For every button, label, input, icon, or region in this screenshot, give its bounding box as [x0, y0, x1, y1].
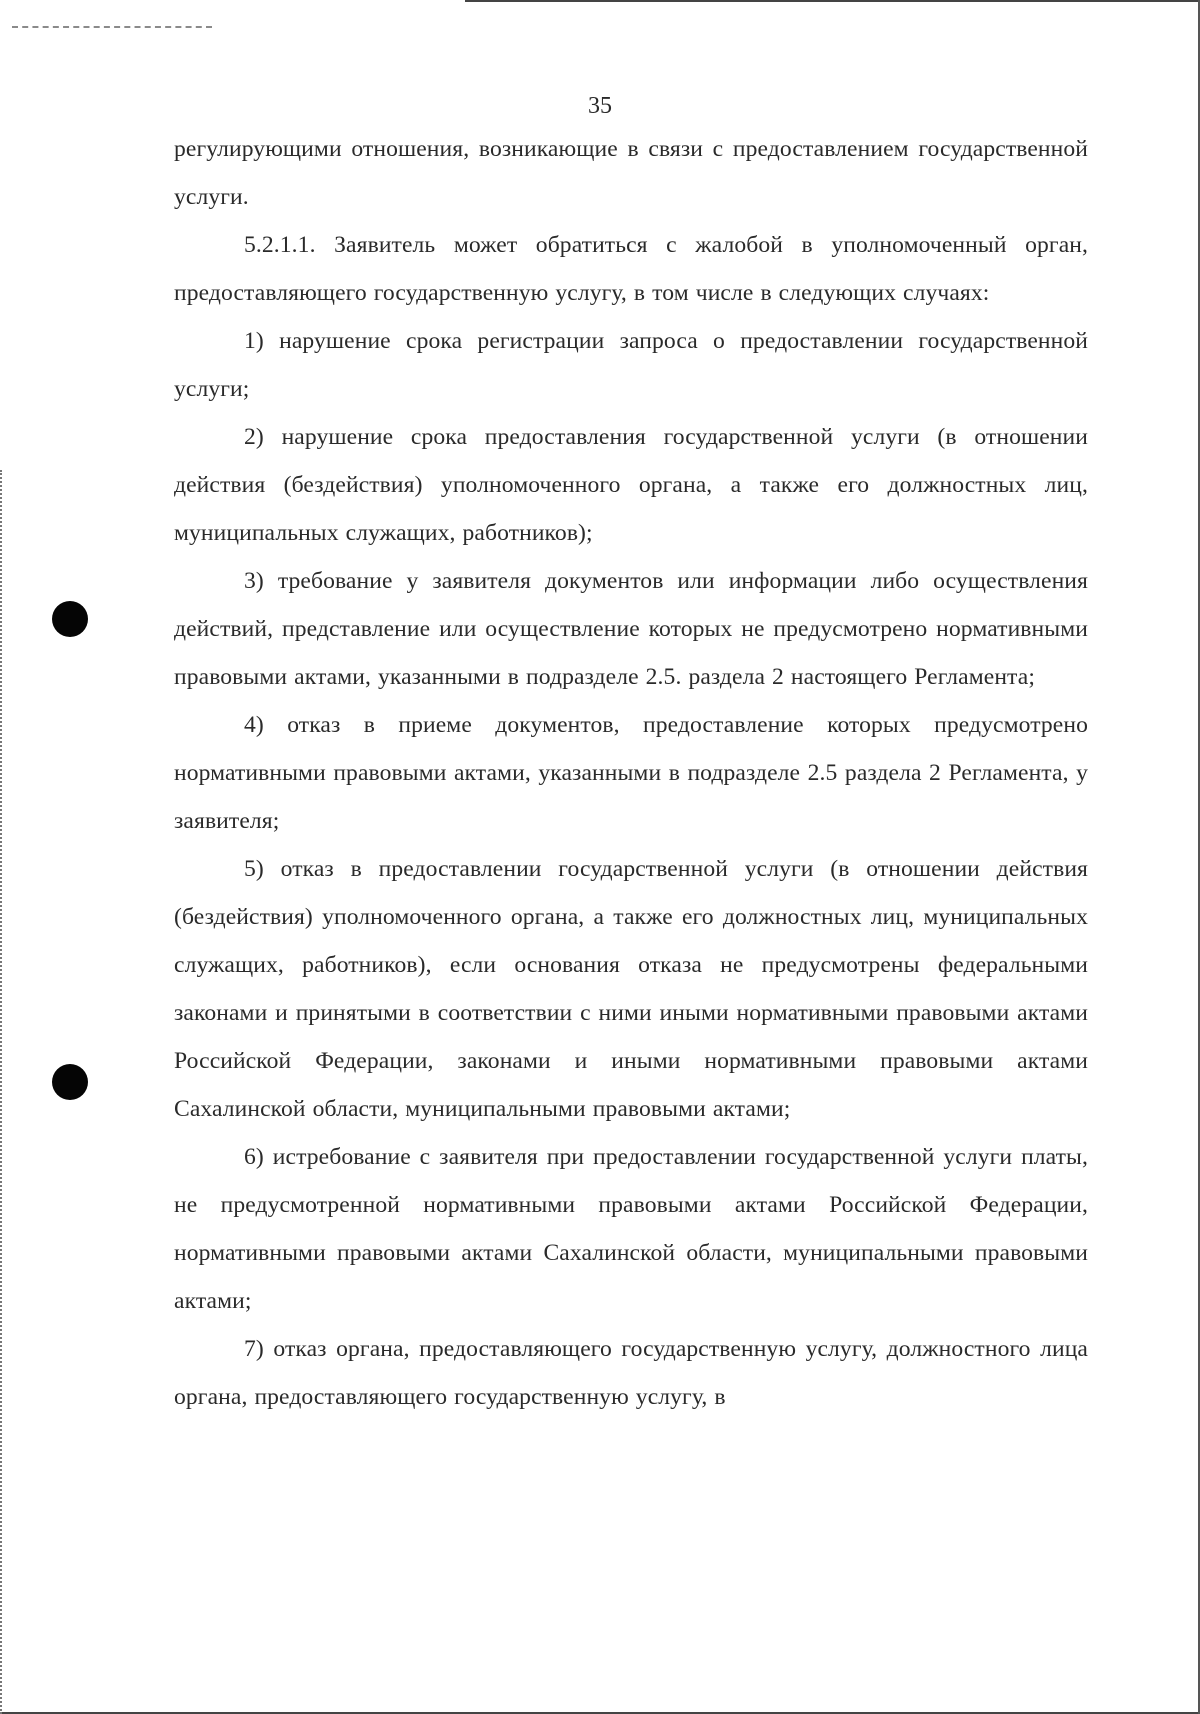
- list-item-5: 5) отказ в предоставлении государственной услуги (в отношении действия (бездействия) уполномоченного органа, а также его должностных лиц, муниципальных служащих, работников), если основания отказа не предусмотрены федеральными законами и принятыми в соответствии с ними иными нормативными правовыми актами Российской Федерации, законами и иными нормативными правовыми актами Сахалинской области, муниципальными правовыми актами;: [174, 856, 1088, 1122]
- list-item-1: 1) нарушение срока регистрации запроса о предоставлении государственной услуги;: [174, 328, 1088, 402]
- list-item-3: 3) требование у заявителя документов или информации либо осуществления действий, представление или осуществление которых не предусмотрено нормативными правовыми актами, указанными в подразделе 2.5. раздела 2 настоящего Регламента;: [174, 568, 1088, 690]
- document-body: [174, 125, 1088, 1421]
- list-item-6: 6) истребование с заявителя при предоставлении государственной услуги платы, не предусмотренной нормативными правовыми актами Российской Федерации, нормативными правовыми актами Сахалинской области, муниципальными правовыми актами;: [174, 1144, 1088, 1314]
- punch-hole: [52, 1064, 88, 1100]
- list-item-4: 4) отказ в приеме документов, предоставление которых предусмотрено нормативными правовыми актами, указанными в подразделе 2.5 раздела 2 Регламента, у заявителя;: [174, 712, 1088, 834]
- scan-edge-top-left: [12, 26, 212, 28]
- paragraph-continuation: регулирующими отношения, возникающие в связи с предоставлением государственной услуги.: [174, 136, 1088, 210]
- list-item-2: 2) нарушение срока предоставления государственной услуги (в отношении действия (бездействия) уполномоченного органа, а также его должностных лиц, муниципальных служащих, работников);: [174, 424, 1088, 546]
- page-number: 35: [588, 93, 612, 119]
- scan-edge-top: [465, 0, 1200, 2]
- punch-hole: [52, 601, 88, 637]
- scan-edge-left: [0, 470, 2, 1714]
- paragraph-5-2-1-1: 5.2.1.1. Заявитель может обратиться с жалобой в уполномоченный орган, предоставляющего государственную услугу, в том числе в следующих случаях:: [174, 232, 1088, 306]
- list-item-7: 7) отказ органа, предоставляющего государственную услугу, должностного лица органа, предоставляющего государственную услугу, в: [174, 1336, 1088, 1410]
